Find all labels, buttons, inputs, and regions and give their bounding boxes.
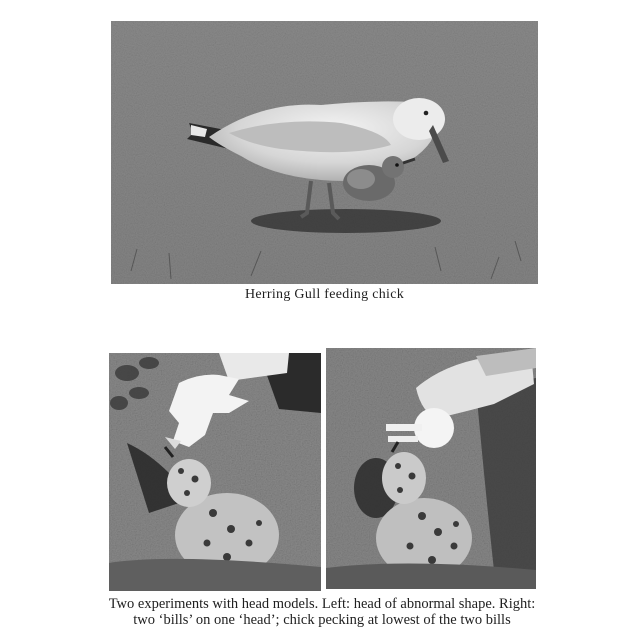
caption-head-models-line-1: Two experiments with head models. Left: head of abnormal shape. Right: xyxy=(108,596,536,612)
caption-head-models xyxy=(96,596,548,628)
photo-head-model-abnormal-shape xyxy=(109,353,321,591)
photo-head-model-two-bills xyxy=(326,348,536,589)
photo-herring-gull-feeding-chick xyxy=(111,21,538,284)
caption-head-models-line-2: two ‘bills’ on one ‘head’; chick pecking at lowest of the two bills xyxy=(133,612,511,628)
caption-herring-gull: Herring Gull feeding chick xyxy=(244,287,405,302)
